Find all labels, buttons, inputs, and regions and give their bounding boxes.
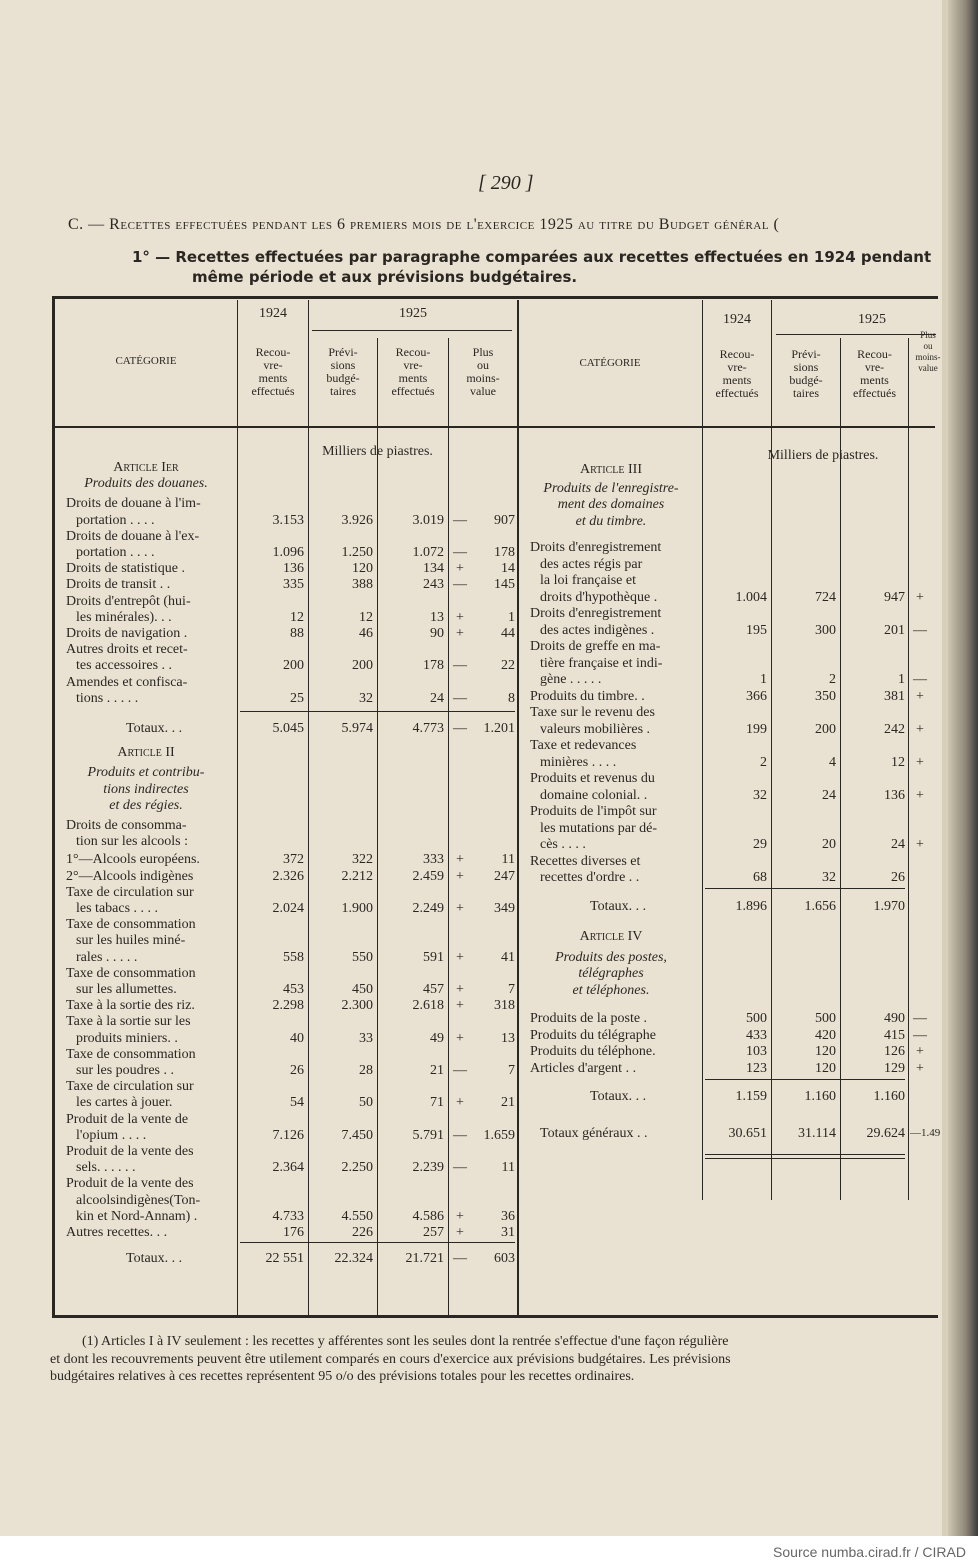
article-2-row-1-value-3: 333 (423, 852, 444, 868)
article-2-total-value-3: 21.721 (405, 1251, 444, 1267)
article-4-row-1-value-1: 500 (746, 1011, 767, 1026)
article-2-row-2-sign: + (456, 868, 464, 884)
article-2-row-9-value-2: 50 (359, 1095, 373, 1111)
article-2-row-6-value-1: 2.298 (272, 998, 304, 1014)
article-1-total-value-2: 5.974 (341, 721, 373, 736)
article-2-row-5-value-1: 453 (283, 982, 304, 997)
article-2-row-3-sign: + (456, 901, 464, 916)
article-2-row-1-value-1: 372 (283, 852, 304, 868)
article-4-row-3-value-1: 103 (746, 1044, 767, 1059)
article-3-row-label: Taxe sur le revenu des (530, 705, 655, 720)
col-recouvrements-1925-left: Recou- vre- ments effectués (391, 345, 435, 398)
article-1-row-label-cont: portation . . . . (76, 512, 155, 528)
article-2-row-11-value-1: 2.364 (272, 1160, 304, 1176)
article-3-row-2-sign: — (913, 622, 927, 638)
article-3-row-2-value-1: 195 (746, 622, 767, 638)
article-2-total-label: Totaux. . . (126, 1251, 183, 1267)
article-2-row-label: Taxe de circulation sur (66, 884, 194, 900)
article-3-row-7-value-1: 32 (753, 787, 767, 803)
article-2-row-9-value-3: 71 (430, 1095, 444, 1111)
footnote-line-3: budgétaires relatives à ces recettes représentent 95 o/o des prévisions totales pour les recettes ordinaires. (50, 1369, 635, 1384)
col-recouvrements-1925-right: Recou- vre- ments effectués (852, 347, 897, 400)
article-3-row-label: Produits de l'impôt sur (530, 804, 657, 819)
article-4-row-1-value-3: 490 (884, 1011, 905, 1026)
article-2-row-6-difference: 318 (494, 998, 515, 1014)
article-2-row-13-sign: + (456, 1225, 464, 1240)
article-1-row-3-difference: 14 (501, 561, 515, 577)
article-1-row-2-sign: — (453, 545, 467, 560)
grand-total-value-2: 31.114 (798, 1125, 836, 1141)
article-3-row-1-value-3: 947 (884, 589, 905, 605)
article-2-row-1-value-2: 322 (352, 852, 373, 868)
article-2-row-label-cont: produits miniers. . (76, 1030, 178, 1046)
article-2-row-1-difference: 11 (501, 852, 515, 868)
article-1-row-label-cont: tes accessoires . . (76, 658, 173, 674)
units-left: Milliers de piastres. (322, 444, 433, 459)
article-2-row-12-sign: + (456, 1208, 464, 1224)
article-2-row-label-cont: alcoolsindigènes(Ton- (76, 1192, 201, 1208)
article-2-total-sign: — (453, 1251, 467, 1267)
article-3-total-value-1: 1.896 (735, 898, 767, 914)
article-1-row-7-value-2: 200 (352, 658, 373, 674)
article-3-total-rule (705, 888, 905, 889)
article-3-row-8-value-3: 24 (891, 837, 905, 852)
article-1-row-6-difference: 44 (501, 626, 515, 641)
article-4-row-4-sign: + (916, 1060, 924, 1076)
article-4-row-2-value-1: 433 (746, 1027, 767, 1043)
article-2-intro-1: Droits de consomma- (66, 818, 187, 833)
article-2-row-12-value-3: 4.586 (412, 1208, 444, 1224)
article-3-row-label: valeurs mobilières . (540, 721, 651, 737)
article-2-row-2-difference: 247 (494, 868, 515, 884)
article-4-heading: Article IV (579, 929, 643, 944)
article-2-row-label-cont: les tabacs . . . . (76, 901, 159, 916)
article-1-row-3-sign: + (456, 561, 464, 577)
article-2-row-10-sign: — (453, 1127, 467, 1143)
article-1-row-4-difference: 145 (494, 577, 515, 593)
article-1-row-7-value-3: 178 (423, 658, 444, 674)
article-1-row-2-value-2: 1.250 (341, 545, 373, 560)
article-3-row-label: cès . . . . (540, 837, 586, 852)
article-1-row-1-difference: 907 (494, 512, 515, 528)
article-2-row-3-value-3: 2.249 (412, 901, 444, 916)
year-1924-left: 1924 (259, 306, 287, 321)
article-2-row-4-difference: 41 (501, 949, 515, 965)
article-4-row-2-value-3: 415 (884, 1027, 905, 1043)
article-2-row-10-value-3: 5.791 (412, 1127, 444, 1143)
article-1-row-label: Droits de statistique . (66, 561, 185, 577)
article-3-row-5-sign: + (916, 721, 924, 737)
article-3-row-label: Droits de greffe en ma- (530, 639, 661, 654)
article-3-row-3-value-2: 2 (829, 672, 836, 687)
article-2-row-label: Taxe de consommation (66, 1046, 196, 1062)
article-2-row-11-value-3: 2.239 (412, 1160, 444, 1176)
article-1-row-8-value-1: 25 (290, 690, 304, 706)
article-2-row-label-cont: l'opium . . . . (76, 1127, 147, 1143)
article-2-row-9-sign: + (456, 1095, 464, 1111)
article-1-row-7-sign: — (453, 658, 467, 674)
article-1-row-label: Droits de navigation . (66, 626, 188, 641)
article-4-total-value-2: 1.160 (804, 1089, 836, 1104)
grand-total-rule-2 (705, 1158, 905, 1159)
article-2-heading: Article II (117, 745, 175, 761)
article-2-row-label-cont: sur les allumettes. (76, 982, 177, 997)
article-2-row-label-cont: les cartes à jouer. (76, 1095, 173, 1111)
article-1-row-1-value-1: 3.153 (272, 512, 304, 528)
year-1925-left: 1925 (399, 306, 427, 321)
page-binding-edge (948, 0, 978, 1536)
article-1-total-difference: 1.201 (483, 721, 515, 736)
grand-total-value-1: 30.651 (728, 1125, 767, 1141)
article-2-row-12-difference: 36 (501, 1208, 515, 1224)
article-2-row-1-sign: + (456, 852, 464, 868)
article-2-row-8-sign: — (453, 1063, 467, 1078)
article-2-row-6-value-2: 2.300 (341, 998, 373, 1014)
article-3-row-7-value-3: 136 (884, 787, 905, 803)
units-right: Milliers de piastres. (767, 448, 879, 463)
article-2-row-8-difference: 7 (508, 1063, 515, 1078)
article-1-row-5-value-3: 13 (430, 609, 444, 625)
grand-total-difference: —1.49 (910, 1126, 941, 1139)
article-1-row-label: Droits de douane à l'im- (66, 496, 201, 512)
article-2-subheading-3: et des régies. (109, 797, 183, 813)
article-1-row-label-cont: tions . . . . . (76, 690, 139, 706)
article-3-row-7-sign: + (916, 787, 924, 803)
article-1-row-5-value-1: 12 (290, 609, 304, 625)
grand-total-label: Totaux généraux . . (540, 1125, 648, 1141)
article-2-row-label-cont: sur les poudres . . (76, 1063, 174, 1078)
article-4-row-4-value-3: 129 (884, 1060, 905, 1076)
article-1-row-label: Autres droits et recet- (66, 642, 188, 658)
article-3-row-5-value-3: 242 (884, 721, 905, 737)
article-2-row-10-value-1: 7.126 (272, 1127, 304, 1143)
grand-total-rule-1 (705, 1154, 905, 1155)
article-1-row-3-value-1: 136 (283, 561, 304, 577)
col-plus-moins-right: Plus ou moins- value (915, 330, 941, 373)
article-1-row-4-value-2: 388 (352, 577, 373, 593)
table-subtitle-line-2: même période et aux prévisions budgétaires. (192, 268, 578, 286)
article-2-row-5-value-2: 450 (352, 982, 373, 997)
page-number: [ 290 ] (478, 172, 534, 194)
category-header-left: CATÉGORIE (115, 355, 177, 367)
article-2-row-4-value-1: 558 (283, 949, 304, 965)
article-3-row-label: tière française et indi- (540, 655, 663, 671)
article-3-row-5-value-1: 199 (746, 721, 767, 737)
article-1-row-4-sign: — (453, 577, 467, 593)
article-3-row-label: recettes d'ordre . . (540, 870, 640, 885)
col-previsions-left: Prévi- sions budgé- taires (326, 345, 360, 398)
article-3-row-4-value-2: 350 (815, 688, 836, 704)
article-1-row-label: Droits d'entrepôt (hui- (66, 593, 191, 609)
article-2-row-13-value-1: 176 (283, 1225, 304, 1240)
article-4-row-3-sign: + (916, 1044, 924, 1059)
article-2-row-9-difference: 21 (501, 1095, 515, 1111)
article-3-row-3-value-3: 1 (898, 672, 905, 687)
article-2-row-4-value-3: 591 (423, 949, 444, 965)
article-3-row-6-sign: + (916, 754, 924, 770)
article-1-row-2-value-3: 1.072 (412, 545, 444, 560)
article-4-row-2-sign: — (913, 1027, 927, 1043)
article-1-row-3-value-2: 120 (352, 561, 373, 577)
article-3-row-3-value-1: 1 (760, 672, 767, 687)
year-1924-right: 1924 (723, 312, 751, 327)
article-4-total-rule (705, 1079, 905, 1080)
article-1-row-1-sign: — (453, 512, 467, 528)
article-3-row-label: des actes régis par (540, 556, 643, 572)
article-3-total-value-2: 1.656 (804, 898, 836, 914)
article-2-total-difference: 603 (494, 1251, 515, 1267)
year-1925-right: 1925 (858, 312, 886, 327)
article-4-row-label: Produits du télégraphe (530, 1027, 656, 1043)
section-title: C. — Recettes effectuées pendant les 6 premiers mois de l'exercice 1925 au titre du Budget général ( (68, 216, 780, 233)
article-3-row-4-value-3: 381 (884, 688, 905, 704)
footnote-line-1: (1) Articles I à IV seulement : les recettes y afférentes sont les seules dont la rentrée s'effectue d'une façon régulière (82, 1334, 729, 1349)
article-4-row-label: Articles d'argent . . (530, 1060, 637, 1076)
article-1-row-5-value-2: 12 (359, 609, 373, 625)
article-2-total-value-1: 22 551 (265, 1251, 304, 1267)
article-1-heading: Article Ier (113, 460, 179, 475)
article-2-row-6-sign: + (456, 998, 464, 1014)
article-3-row-label: les mutations par dé- (540, 820, 658, 836)
article-1-row-5-sign: + (456, 609, 464, 625)
article-4-total-value-1: 1.159 (735, 1089, 767, 1104)
article-2-row-label: Taxe à la sortie des riz. (66, 998, 195, 1014)
article-1-row-label-cont: les minérales). . . (76, 609, 172, 625)
article-4-row-3-value-3: 126 (884, 1044, 905, 1059)
article-1-row-8-sign: — (453, 690, 467, 706)
article-2-row-2-value-2: 2.212 (341, 868, 373, 884)
article-3-row-4-value-1: 366 (746, 688, 767, 704)
article-1-row-4-value-1: 335 (283, 577, 304, 593)
article-2-row-8-value-1: 26 (290, 1063, 304, 1078)
article-2-row-13-difference: 31 (501, 1225, 515, 1240)
article-3-row-label: droits d'hypothèque . (540, 589, 658, 605)
article-1-row-6-value-2: 46 (359, 626, 373, 641)
article-1-row-label: Amendes et confisca- (66, 674, 188, 690)
col-recouvrements-1924-left: Recou- vre- ments effectués (251, 345, 295, 398)
article-1-row-8-difference: 8 (508, 690, 515, 706)
article-3-row-3-sign: — (913, 672, 927, 687)
article-3-row-7-value-2: 24 (822, 787, 836, 803)
article-3-row-label: domaine colonial. . (540, 787, 648, 803)
article-2-row-11-sign: — (453, 1160, 467, 1176)
article-2-row-4-value-2: 550 (352, 949, 373, 965)
article-2-row-13-value-2: 226 (352, 1225, 373, 1240)
article-1-total-sign: — (453, 721, 467, 736)
article-1-row-label-cont: portation . . . . (76, 545, 155, 560)
article-2-row-7-difference: 13 (501, 1030, 515, 1046)
article-2-row-9-value-1: 54 (290, 1095, 304, 1111)
article-2-row-label: Produit de la vente des (66, 1176, 194, 1192)
article-2-row-label: Taxe de consommation (66, 917, 196, 933)
article-1-row-label: Droits de transit . . (66, 577, 171, 593)
article-2-row-label-cont: sels. . . . . . (76, 1160, 136, 1176)
article-1-row-1-value-2: 3.926 (341, 512, 373, 528)
article-3-row-label: Droits d'enregistrement (530, 540, 662, 555)
article-4-row-label: Produits de la poste . (530, 1011, 648, 1026)
article-2-row-label: Produit de la vente de (66, 1111, 189, 1127)
article-1-total-value-1: 5.045 (272, 721, 304, 736)
article-2-row-label: Produit de la vente des (66, 1144, 194, 1159)
article-3-row-2-value-2: 300 (815, 622, 836, 638)
article-1-row-1-value-3: 3.019 (412, 512, 444, 528)
article-3-row-6-value-1: 2 (760, 754, 767, 770)
article-3-total-value-3: 1.970 (873, 898, 905, 914)
article-2-row-2-value-3: 2.459 (412, 868, 444, 884)
article-4-row-1-value-2: 500 (815, 1011, 836, 1026)
article-1-row-label: Droits de douane à l'ex- (66, 528, 200, 544)
article-2-row-8-value-3: 21 (430, 1063, 444, 1078)
article-2-row-3-difference: 349 (494, 901, 515, 916)
article-3-subheading-2: ment des domaines (557, 497, 665, 512)
category-header-right: CATÉGORIE (579, 357, 641, 369)
article-3-row-8-sign: + (916, 837, 924, 852)
article-1-row-2-difference: 178 (494, 545, 515, 560)
article-2-row-label: Taxe de circulation sur (66, 1079, 194, 1095)
grand-total-value-3: 29.624 (866, 1125, 905, 1141)
article-4-row-4-value-1: 123 (746, 1060, 767, 1076)
article-3-row-4-sign: + (916, 688, 924, 704)
article-4-subheading-3: et téléphones. (572, 982, 650, 998)
article-2-row-5-sign: + (456, 982, 464, 997)
article-1-row-7-difference: 22 (501, 658, 515, 674)
article-2-row-label-cont: sur les huiles miné- (76, 933, 186, 949)
article-2-row-2-value-1: 2.326 (272, 868, 304, 884)
article-1-row-6-value-3: 90 (430, 626, 444, 641)
article-3-row-6-value-3: 12 (891, 754, 905, 770)
article-2-total-rule (240, 1242, 515, 1243)
article-1-row-6-value-1: 88 (290, 626, 304, 641)
col-recouvrements-1924-right: Recou- vre- ments effectués (715, 347, 759, 400)
article-2-row-5-difference: 7 (508, 982, 515, 997)
article-4-row-2-value-2: 420 (815, 1027, 836, 1043)
article-2-row-3-value-1: 2.024 (272, 901, 304, 916)
article-2-row-label-cont: rales . . . . . (76, 949, 138, 965)
article-3-row-label: Recettes diverses et (530, 853, 641, 869)
article-2-row-label: Taxe à la sortie sur les (66, 1014, 191, 1030)
article-3-row-1-sign: + (916, 589, 924, 605)
article-1-row-8-value-2: 32 (359, 690, 373, 706)
article-4-total-value-3: 1.160 (873, 1089, 905, 1104)
article-3-row-label: des actes indigènes . (540, 622, 655, 638)
article-1-row-4-value-3: 243 (423, 577, 444, 593)
article-2-row-label-cont: kin et Nord-Annam) . (76, 1208, 198, 1224)
article-2-row-12-value-2: 4.550 (341, 1208, 373, 1224)
article-2-row-7-sign: + (456, 1030, 464, 1046)
article-3-row-label: Produits et revenus du (530, 771, 655, 786)
article-1-row-8-value-3: 24 (430, 690, 444, 706)
article-4-row-3-value-2: 120 (815, 1044, 836, 1059)
article-2-row-11-difference: 11 (501, 1160, 515, 1176)
article-4-subheading-2: télégraphes (578, 966, 644, 981)
article-3-row-label: gène . . . . . (540, 672, 602, 687)
article-1-row-7-value-1: 200 (283, 658, 304, 674)
article-3-row-label: Produits du timbre. . (530, 688, 645, 704)
article-2-row-3-value-2: 1.900 (341, 901, 373, 916)
article-3-total-label: Totaux. . . (590, 898, 647, 914)
article-2-total-value-2: 22.324 (334, 1251, 373, 1267)
col-plus-moins-left: Plus ou moins- value (466, 345, 500, 398)
article-2-row-label: Taxe de consommation (66, 965, 196, 981)
article-2-row-11-value-2: 2.250 (341, 1160, 373, 1176)
article-1-row-6-sign: + (456, 626, 464, 641)
article-2-row-label: 1°—Alcools européens. (66, 852, 200, 868)
article-3-row-1-value-1: 1.004 (735, 589, 767, 605)
article-2-subheading-1: Produits et contribu- (87, 765, 205, 781)
article-3-row-8-value-1: 29 (753, 837, 767, 852)
article-3-row-9-value-1: 68 (753, 870, 767, 885)
article-1-total-rule (240, 711, 515, 712)
article-3-row-2-value-3: 201 (884, 622, 905, 638)
article-1-subheading: Produits des douanes. (84, 476, 208, 492)
table-subtitle-line-1: 1° — Recettes effectuées par paragraphe comparées aux recettes effectuées en 1924 pendant (132, 248, 932, 266)
article-3-row-label: Droits d'enregistrement (530, 606, 662, 621)
article-3-row-8-value-2: 20 (822, 837, 836, 852)
article-1-total-label: Totaux. . . (126, 721, 183, 736)
article-1-total-value-3: 4.773 (412, 721, 444, 736)
article-3-heading: Article III (580, 462, 642, 477)
article-2-row-13-value-3: 257 (423, 1225, 444, 1240)
col-previsions-right: Prévi- sions budgé- taires (789, 347, 823, 400)
article-2-row-12-value-1: 4.733 (272, 1208, 304, 1224)
article-3-row-label: Taxe et redevances (530, 738, 637, 753)
article-3-row-1-value-2: 724 (815, 589, 836, 605)
article-2-row-7-value-1: 40 (290, 1030, 304, 1046)
article-4-row-label: Produits du téléphone. (530, 1044, 656, 1059)
article-2-row-label: Autres recettes. . . (66, 1225, 168, 1240)
article-4-row-1-sign: — (913, 1011, 927, 1026)
article-2-row-6-value-3: 2.618 (412, 998, 444, 1014)
article-1-row-2-value-1: 1.096 (272, 545, 304, 560)
article-1-row-5-difference: 1 (508, 609, 515, 625)
article-4-row-4-value-2: 120 (815, 1060, 836, 1076)
article-2-row-5-value-3: 457 (423, 982, 444, 997)
article-2-row-label: 2°—Alcools indigènes (66, 868, 194, 884)
article-3-row-6-value-2: 4 (829, 754, 836, 770)
article-3-row-label: minières . . . . (540, 754, 617, 770)
article-2-intro-2: tion sur les alcools : (76, 834, 188, 850)
footnote-line-2: et dont les recouvrements peuvent être utilement comparés en cours d'exercice aux prévisions budgétaires. Les prévisions (50, 1352, 731, 1367)
source-footer (0, 1536, 978, 1566)
article-3-subheading-3: et du timbre. (575, 513, 647, 529)
article-2-subheading-2: tions indirectes (103, 781, 189, 797)
article-3-row-9-value-3: 26 (891, 870, 905, 885)
article-2-row-10-difference: 1.659 (483, 1127, 515, 1143)
article-3-row-5-value-2: 200 (815, 721, 836, 737)
article-3-row-label: la loi française et (540, 573, 637, 588)
article-2-row-8-value-2: 28 (359, 1063, 373, 1078)
article-1-row-3-value-3: 134 (423, 561, 444, 577)
article-2-row-7-value-2: 33 (359, 1030, 373, 1046)
article-2-row-7-value-3: 49 (430, 1030, 444, 1046)
article-2-row-4-sign: + (456, 949, 464, 965)
source-credit: Source numba.cirad.fr / CIRAD (773, 1544, 966, 1560)
article-2-row-10-value-2: 7.450 (341, 1127, 373, 1143)
article-4-total-label: Totaux. . . (590, 1089, 647, 1104)
article-3-row-9-value-2: 32 (822, 870, 836, 885)
article-3-subheading-1: Produits de l'enregistre- (543, 480, 679, 496)
article-4-subheading-1: Produits des postes, (555, 949, 667, 965)
